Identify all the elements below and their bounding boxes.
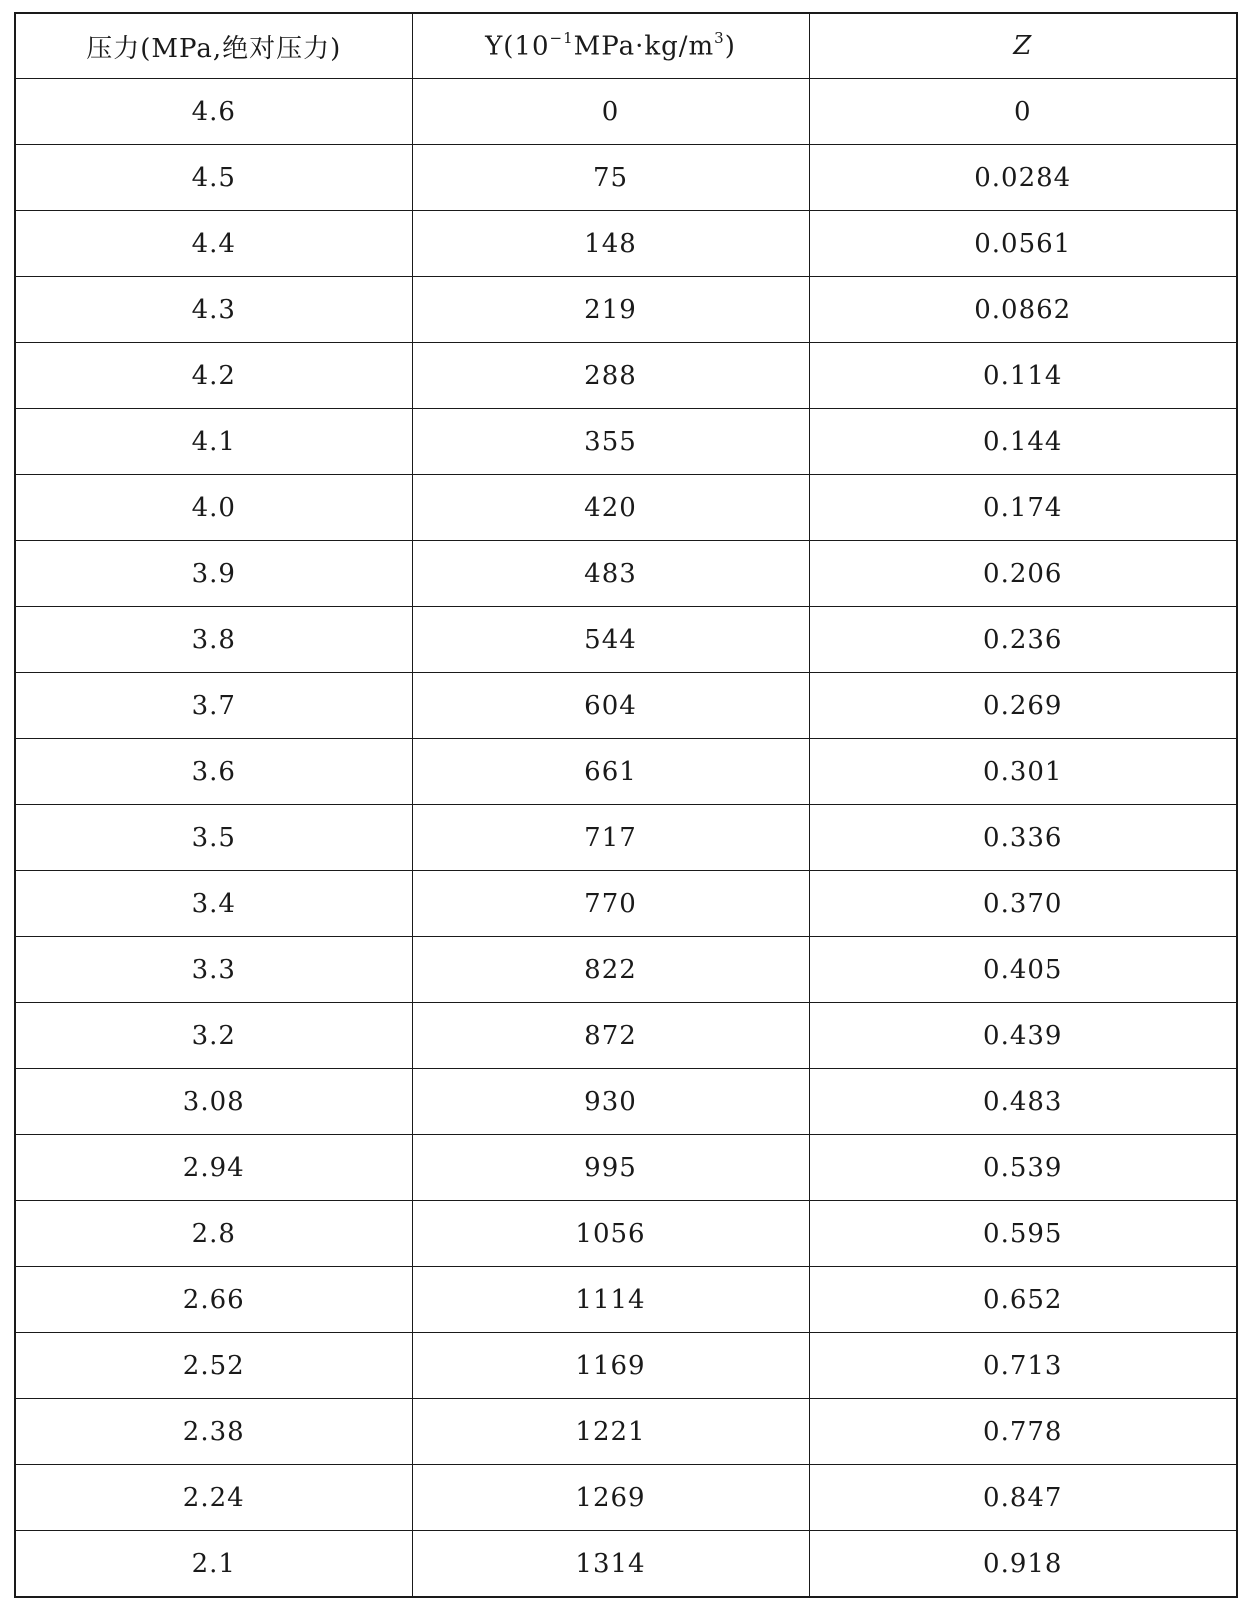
table-row — [15, 1531, 1237, 1598]
y-cell: 0 — [412, 79, 809, 145]
pressure-cell: 2.94 — [15, 1135, 412, 1201]
table-row — [15, 145, 1237, 211]
y-cell: 822 — [412, 937, 809, 1003]
z-cell: 0.847 — [809, 1465, 1237, 1531]
pressure-cell: 3.7 — [15, 673, 412, 739]
y-cell: 1269 — [412, 1465, 809, 1531]
y-cell: 872 — [412, 1003, 809, 1069]
table-row — [15, 1399, 1237, 1465]
y-cell: 355 — [412, 409, 809, 475]
pressure-cell: 2.52 — [15, 1333, 412, 1399]
header-y-prefix: Y(10 — [485, 31, 550, 62]
header-z: Z — [809, 13, 1237, 79]
header-y — [412, 13, 809, 79]
pressure-cell: 3.9 — [15, 541, 412, 607]
z-cell: 0.539 — [809, 1135, 1237, 1201]
pressure-cell: 2.66 — [15, 1267, 412, 1333]
pressure-cell: 3.5 — [15, 805, 412, 871]
pressure-cell: 4.3 — [15, 277, 412, 343]
y-cell: 717 — [412, 805, 809, 871]
table-row — [15, 475, 1237, 541]
data-table — [14, 12, 1238, 1598]
y-cell: 930 — [412, 1069, 809, 1135]
z-cell: 0.483 — [809, 1069, 1237, 1135]
table-row — [15, 1333, 1237, 1399]
z-cell: 0.595 — [809, 1201, 1237, 1267]
z-cell: 0.0862 — [809, 277, 1237, 343]
z-cell: 0.918 — [809, 1531, 1237, 1598]
y-cell: 75 — [412, 145, 809, 211]
pressure-cell: 4.0 — [15, 475, 412, 541]
pressure-cell: 4.1 — [15, 409, 412, 475]
y-cell: 420 — [412, 475, 809, 541]
z-cell: 0.0284 — [809, 145, 1237, 211]
header-pressure: 压力(MPa,绝对压力) — [15, 13, 412, 79]
table-row — [15, 541, 1237, 607]
y-cell: 1169 — [412, 1333, 809, 1399]
y-cell: 1056 — [412, 1201, 809, 1267]
pressure-cell: 4.4 — [15, 211, 412, 277]
table-row — [15, 607, 1237, 673]
z-cell: 0.301 — [809, 739, 1237, 805]
pressure-cell: 4.6 — [15, 79, 412, 145]
z-cell: 0.370 — [809, 871, 1237, 937]
z-cell: 0.236 — [809, 607, 1237, 673]
table-row — [15, 1135, 1237, 1201]
pressure-cell: 3.6 — [15, 739, 412, 805]
table-row — [15, 673, 1237, 739]
y-cell: 661 — [412, 739, 809, 805]
pressure-cell: 3.08 — [15, 1069, 412, 1135]
pressure-cell: 3.4 — [15, 871, 412, 937]
y-cell: 288 — [412, 343, 809, 409]
table-row — [15, 277, 1237, 343]
pressure-cell: 3.2 — [15, 1003, 412, 1069]
y-cell: 770 — [412, 871, 809, 937]
pressure-cell: 2.38 — [15, 1399, 412, 1465]
table-row — [15, 739, 1237, 805]
table-body — [15, 79, 1237, 1598]
y-cell: 544 — [412, 607, 809, 673]
z-cell: 0.269 — [809, 673, 1237, 739]
z-cell: 0.713 — [809, 1333, 1237, 1399]
y-cell: 1114 — [412, 1267, 809, 1333]
table-row — [15, 211, 1237, 277]
header-y-suffix: ) — [724, 31, 736, 62]
z-cell: 0.206 — [809, 541, 1237, 607]
pressure-cell: 2.24 — [15, 1465, 412, 1531]
header-y-exponent: −1 — [549, 28, 574, 47]
z-cell: 0.439 — [809, 1003, 1237, 1069]
z-cell: 0 — [809, 79, 1237, 145]
z-cell: 0.144 — [809, 409, 1237, 475]
table-row — [15, 79, 1237, 145]
z-cell: 0.778 — [809, 1399, 1237, 1465]
header-y-unit: MPa·kg/m — [573, 31, 715, 62]
table-row — [15, 805, 1237, 871]
z-cell: 0.405 — [809, 937, 1237, 1003]
table-row — [15, 409, 1237, 475]
table-row — [15, 1201, 1237, 1267]
header-row — [15, 13, 1237, 79]
y-cell: 483 — [412, 541, 809, 607]
pressure-cell: 3.3 — [15, 937, 412, 1003]
z-cell: 0.0561 — [809, 211, 1237, 277]
header-y-unit-exponent: 3 — [714, 28, 725, 47]
z-cell: 0.336 — [809, 805, 1237, 871]
table-row — [15, 1267, 1237, 1333]
table-row — [15, 871, 1237, 937]
table-row — [15, 937, 1237, 1003]
z-cell: 0.652 — [809, 1267, 1237, 1333]
y-cell: 604 — [412, 673, 809, 739]
table-row — [15, 1465, 1237, 1531]
table-row — [15, 343, 1237, 409]
y-cell: 1221 — [412, 1399, 809, 1465]
table-row — [15, 1003, 1237, 1069]
pressure-cell: 2.1 — [15, 1531, 412, 1598]
pressure-cell: 2.8 — [15, 1201, 412, 1267]
table-row — [15, 1069, 1237, 1135]
y-cell: 995 — [412, 1135, 809, 1201]
z-cell: 0.114 — [809, 343, 1237, 409]
pressure-cell: 4.2 — [15, 343, 412, 409]
y-cell: 1314 — [412, 1531, 809, 1598]
y-cell: 219 — [412, 277, 809, 343]
z-cell: 0.174 — [809, 475, 1237, 541]
pressure-cell: 4.5 — [15, 145, 412, 211]
pressure-cell: 3.8 — [15, 607, 412, 673]
y-cell: 148 — [412, 211, 809, 277]
